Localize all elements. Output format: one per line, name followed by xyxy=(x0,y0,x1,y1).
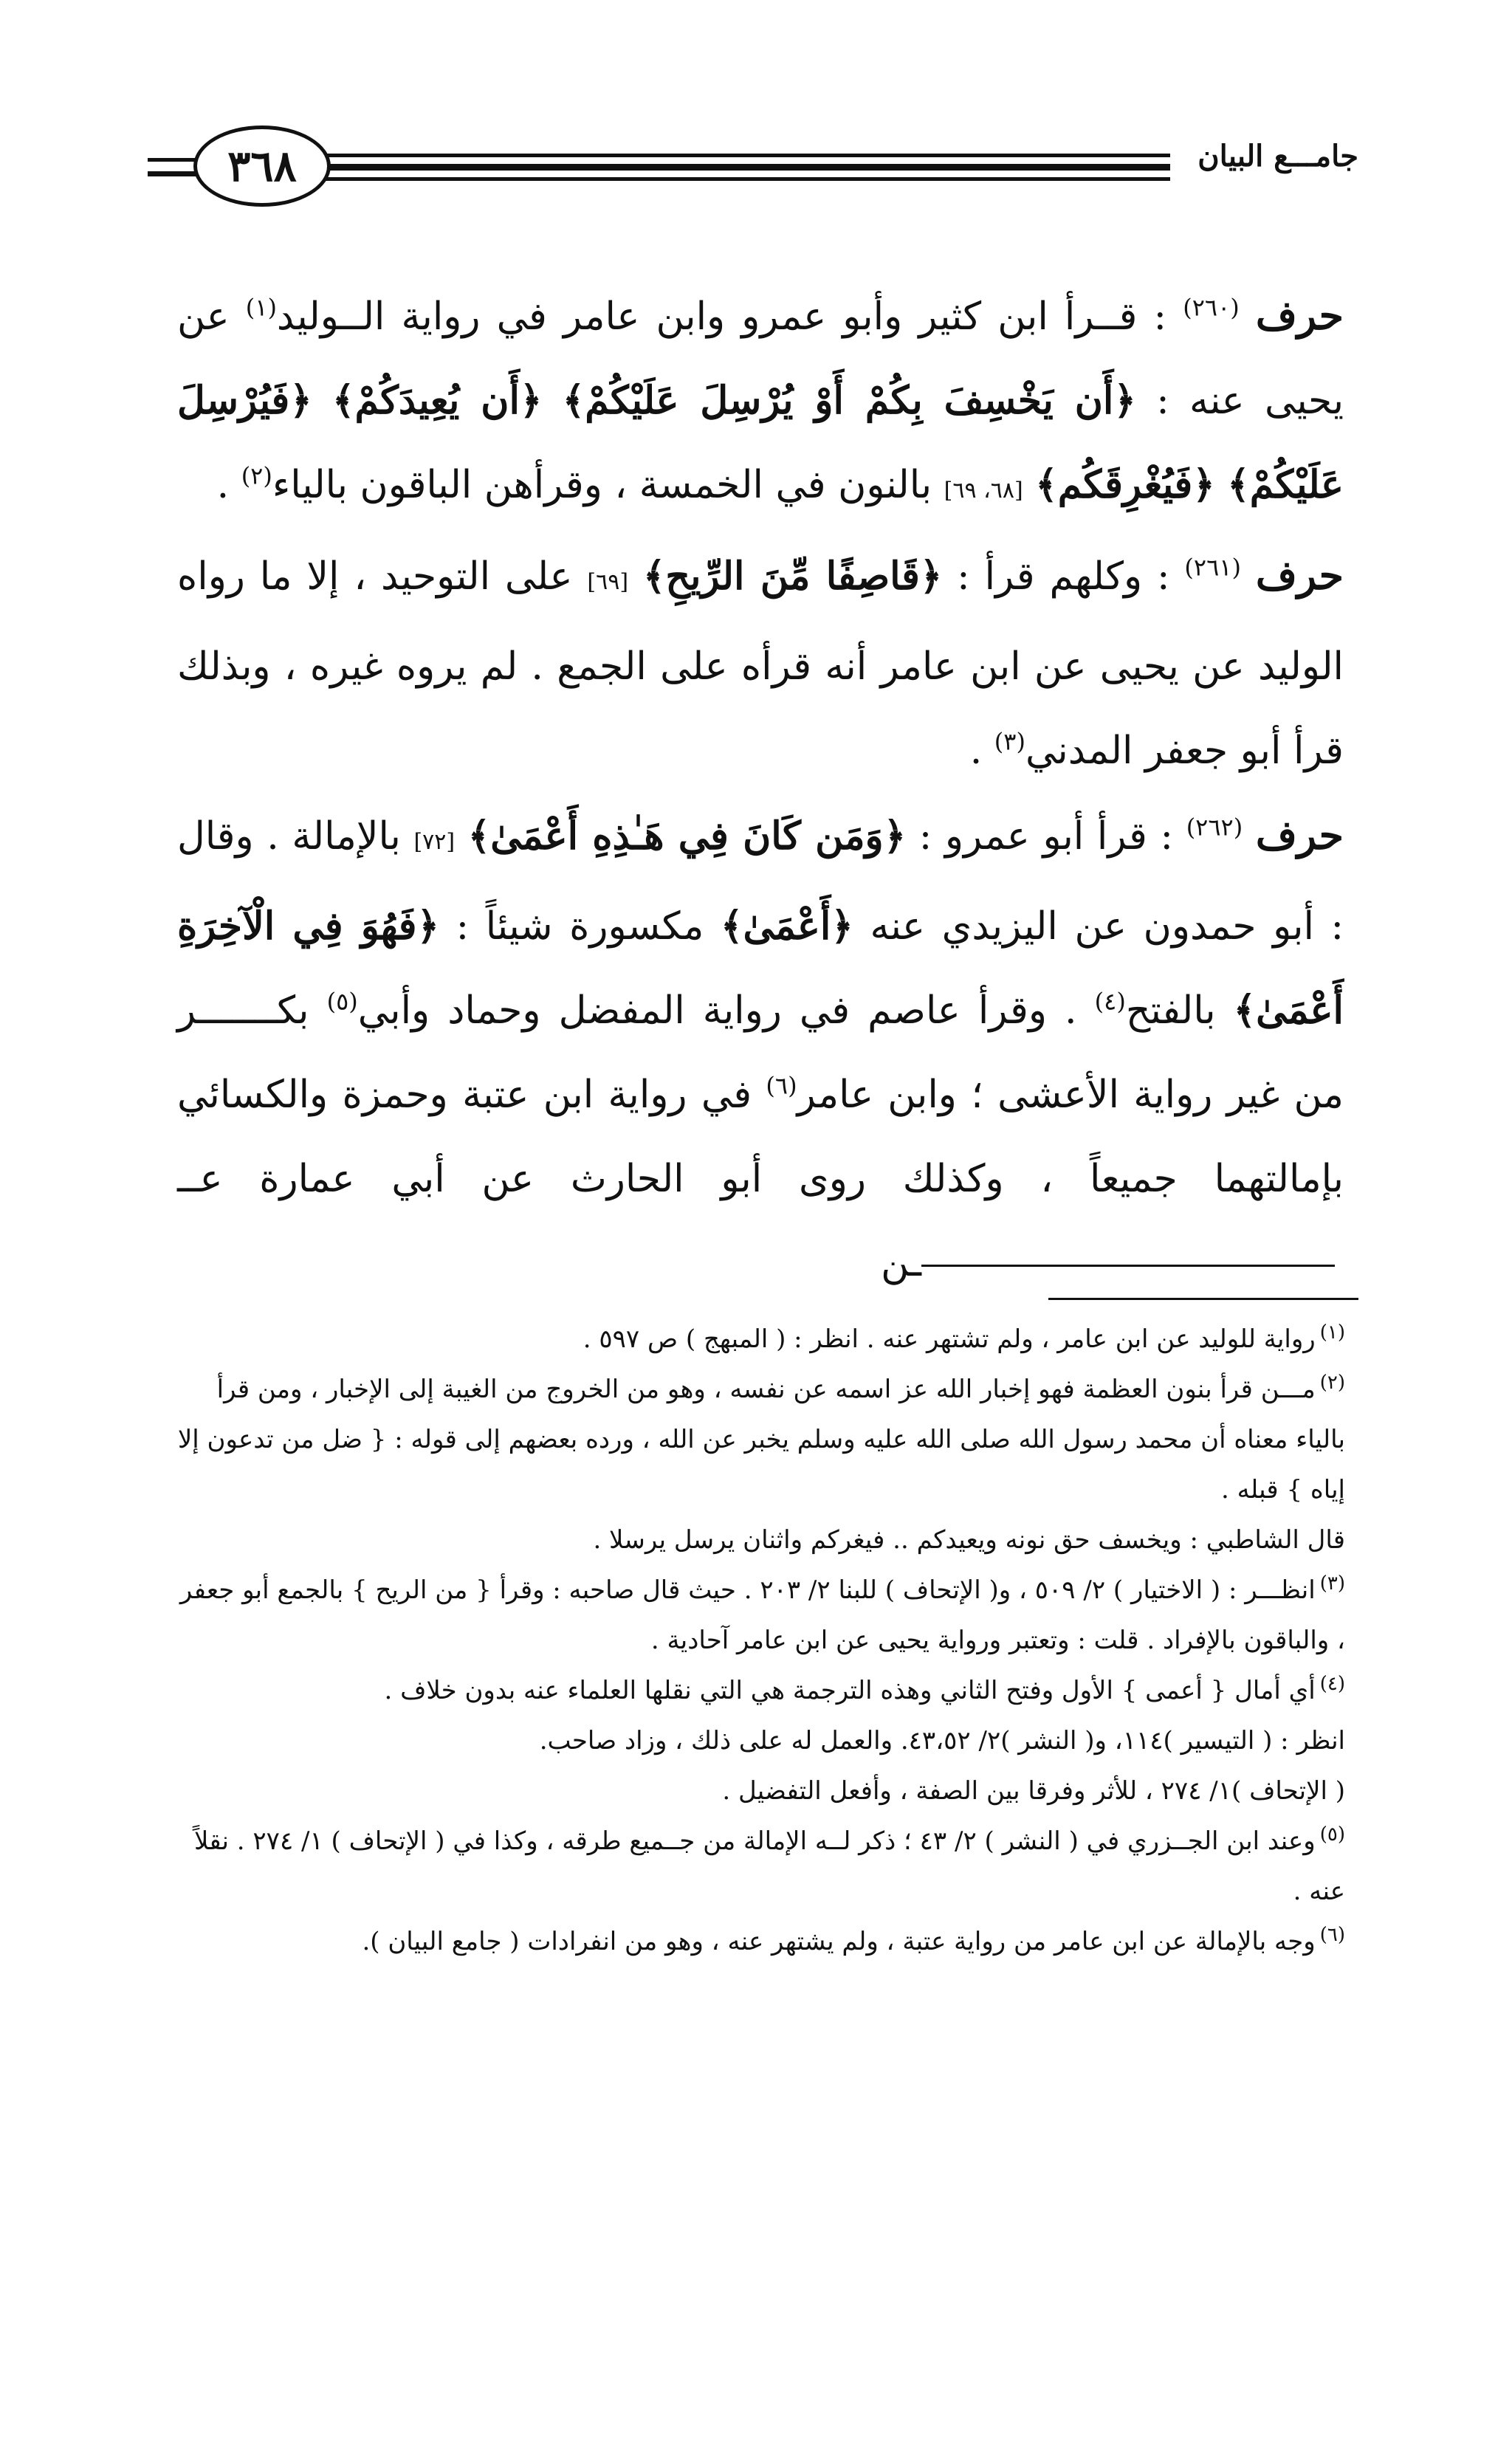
footnote-2 xyxy=(171,1364,1345,1515)
entry-number: (٢٦٠) xyxy=(1183,293,1240,322)
entry-text: وقال : أبو حمدون عن اليزيدي عنه xyxy=(177,814,1344,949)
quran-verse: ﴿وَمَن كَانَ فِي هَـٰذِهِ أَعْمَىٰ﴾ xyxy=(467,814,907,859)
verse-reference: [٧٢] xyxy=(413,829,456,855)
footnote-4-extra2 xyxy=(171,1766,1345,1816)
entry-260 xyxy=(177,273,1344,533)
footnote-text: انظـــر : ( الاختيار ) ٢/ ٥٠٩ ، و( الإتحاف ) للبنا ٢/ ٢٠٣ . حيث قال صاحبه : وقرأ { من الريح } بالجمع أبو جعفر ، والباقون بالإفراد . قلت : وتعتبر ورواية يحيى عن ابن عامر آحادية . xyxy=(179,1575,1345,1655)
footnote-text: رواية للوليد عن ابن عامر ، ولم تشتهر عنه . انظر : ( المبهج ) ص ٥٩٧ . xyxy=(583,1324,1316,1354)
footnote-text: ( الإتحاف )١/ ٢٧٤ ، للأثر وفرقا بين الصفة ، وأفعل التفضيل . xyxy=(722,1776,1345,1806)
footnote-marker[interactable]: (٢) xyxy=(241,461,272,490)
entry-text: : قرأ أبو عمرو : xyxy=(918,814,1174,859)
footnote-number: (٢) xyxy=(1319,1371,1345,1394)
footnote-text: وعند ابن الجــزري في ( النشر ) ٢/ ٤٣ ؛ ذكر لــه الإمالة من جــميع طرقه ، وكذا في ( الإتحاف ) ١/ ٢٧٤ . نقلاً عنه . xyxy=(194,1826,1345,1906)
entry-text: بكـــــــر من غير رواية الأعشى ؛ وابن عامر xyxy=(177,988,1344,1117)
verse-reference: [٦٩] xyxy=(587,569,629,595)
quran-verse: ﴿فَهُوَ فِي الْآخِرَةِ أَعْمَىٰ﴾ xyxy=(177,904,1344,1033)
footnote-marker[interactable]: (٣) xyxy=(994,727,1025,756)
footnote-text: وجه بالإمالة عن ابن عامر من رواية عتبة ، ولم يشتهر عنه ، وهو من انفرادات ( جامع البيان ). xyxy=(362,1927,1316,1956)
footnote-6 xyxy=(171,1916,1345,1967)
footnote-marker[interactable]: (٤) xyxy=(1094,987,1126,1016)
quran-verse: ﴿قَاصِفًا مِّنَ الرِّيحِ﴾ xyxy=(642,554,943,599)
entry-text: عن يحيى عنه : xyxy=(177,295,1344,423)
entry-text: بالفتح xyxy=(1125,988,1216,1033)
footnote-text: مـــن قرأ بنون العظمة فهو إخبار الله عز اسمه عن نفسه ، وهو من الخروج من الغيبة إلى الإخبار ، ومن قرأ بالياء معناه أن محمد رسول الله صلى الله عليه وسلم يخبر عن الله ، ورده بعضهم إلى قوله : { ضل من تدعون إلا إياه } قبله . xyxy=(177,1375,1345,1505)
header-rule xyxy=(317,154,1170,157)
header-rule xyxy=(317,177,1170,181)
entry-text: . وقرأ عاصم في رواية المفضل وحماد وأبي xyxy=(357,988,1077,1033)
entry-text: . xyxy=(216,463,230,507)
entry-text: . xyxy=(969,729,983,773)
entry-number: (٢٦٢) xyxy=(1186,813,1243,842)
harf-label: حرف xyxy=(1255,811,1344,859)
footnote-number: (٥) xyxy=(1319,1823,1345,1846)
header-rule xyxy=(317,164,1170,171)
quran-verse: ﴿أَن يُعِيدَكُمْ﴾ xyxy=(332,378,543,423)
footnote-number: (٦) xyxy=(1319,1923,1345,1946)
footnote-number: (٤) xyxy=(1319,1672,1345,1695)
footnote-3 xyxy=(171,1565,1345,1665)
quran-verse: ﴿أَعْمَىٰ﴾ xyxy=(720,904,853,949)
footnote-separator xyxy=(1048,1298,1358,1300)
harf-label: حرف xyxy=(1255,551,1344,599)
verse-reference: [٦٨، ٦٩] xyxy=(944,478,1023,503)
footnote-text: انظر : ( التيسير )١١٤، و( النشر )٢/ ٤٣،٥٢. والعمل له على ذلك ، وزاد صاحب. xyxy=(539,1726,1345,1756)
page-header xyxy=(148,125,1358,214)
footnote-2-extra xyxy=(171,1515,1345,1565)
quran-verse: ﴿فَيُرْسِلَ عَلَيْكُمْ﴾ xyxy=(177,378,1344,507)
entry-text: بالإمالة . xyxy=(267,814,401,859)
continuation-line xyxy=(921,1265,1335,1267)
footnote-number: (٣) xyxy=(1319,1572,1345,1595)
entry-text: : قــرأ ابن كثير وأبو عمرو وابن عامر في رواية الــوليد xyxy=(276,295,1167,339)
footnote-number: (١) xyxy=(1319,1321,1345,1344)
footnote-marker[interactable]: (٦) xyxy=(766,1071,797,1100)
quran-verse: ﴿أَن يَخْسِفَ بِكُمْ أَوْ يُرْسِلَ عَلَيْكُمْ﴾ xyxy=(562,378,1136,423)
footnote-marker[interactable]: (١) xyxy=(245,293,277,322)
entry-261 xyxy=(177,533,1344,793)
footnote-text: أي أمال { أعمى } الأول وفتح الثاني وهذه الترجمة هي التي نقلها العلماء عنه بدون خلاف . xyxy=(384,1676,1316,1705)
footnote-4 xyxy=(171,1665,1345,1716)
entry-text: بالنون في الخمسة ، وقرأهن الباقون بالياء xyxy=(272,463,932,507)
footnote-4-extra xyxy=(171,1716,1345,1766)
page-number: ٣٦٨ xyxy=(193,125,331,207)
entry-262 xyxy=(177,793,1344,1305)
entry-text: في رواية ابن عتبة وحمزة والكسائي بإمالتهما جميعاً ، وكذلك روى أبو الحارث عن أبي عمارة عــ xyxy=(177,1073,1344,1201)
entry-number: (٢٦١) xyxy=(1184,553,1241,582)
footnote-text: قال الشاطبي : ويخسف حق نونه ويعيدكم .. فيغركم واثنان يرسل يرسلا . xyxy=(593,1525,1345,1555)
entry-text: مكسورة شيئاً : xyxy=(456,904,704,949)
book-title: جامـــع البيان xyxy=(1197,139,1358,173)
footnote-1 xyxy=(171,1314,1345,1364)
entry-text: : وكلهم قرأ : xyxy=(957,554,1170,599)
footnotes xyxy=(171,1314,1345,1967)
footnote-5 xyxy=(171,1816,1345,1916)
main-text xyxy=(177,273,1344,1305)
entry-text: على التوحيد ، إلا ما رواه الوليد عن يحيى عن ابن عامر أنه قرأه على الجمع . لم يروه غيره ، وبذلك قرأ أبو جعفر المدني xyxy=(177,554,1344,773)
footnote-marker[interactable]: (٥) xyxy=(326,987,358,1016)
entry-text: ـن xyxy=(881,1241,921,1285)
harf-label: حرف xyxy=(1255,292,1344,339)
quran-verse: ﴿فَيُغْرِقَكُم﴾ xyxy=(1035,462,1215,507)
